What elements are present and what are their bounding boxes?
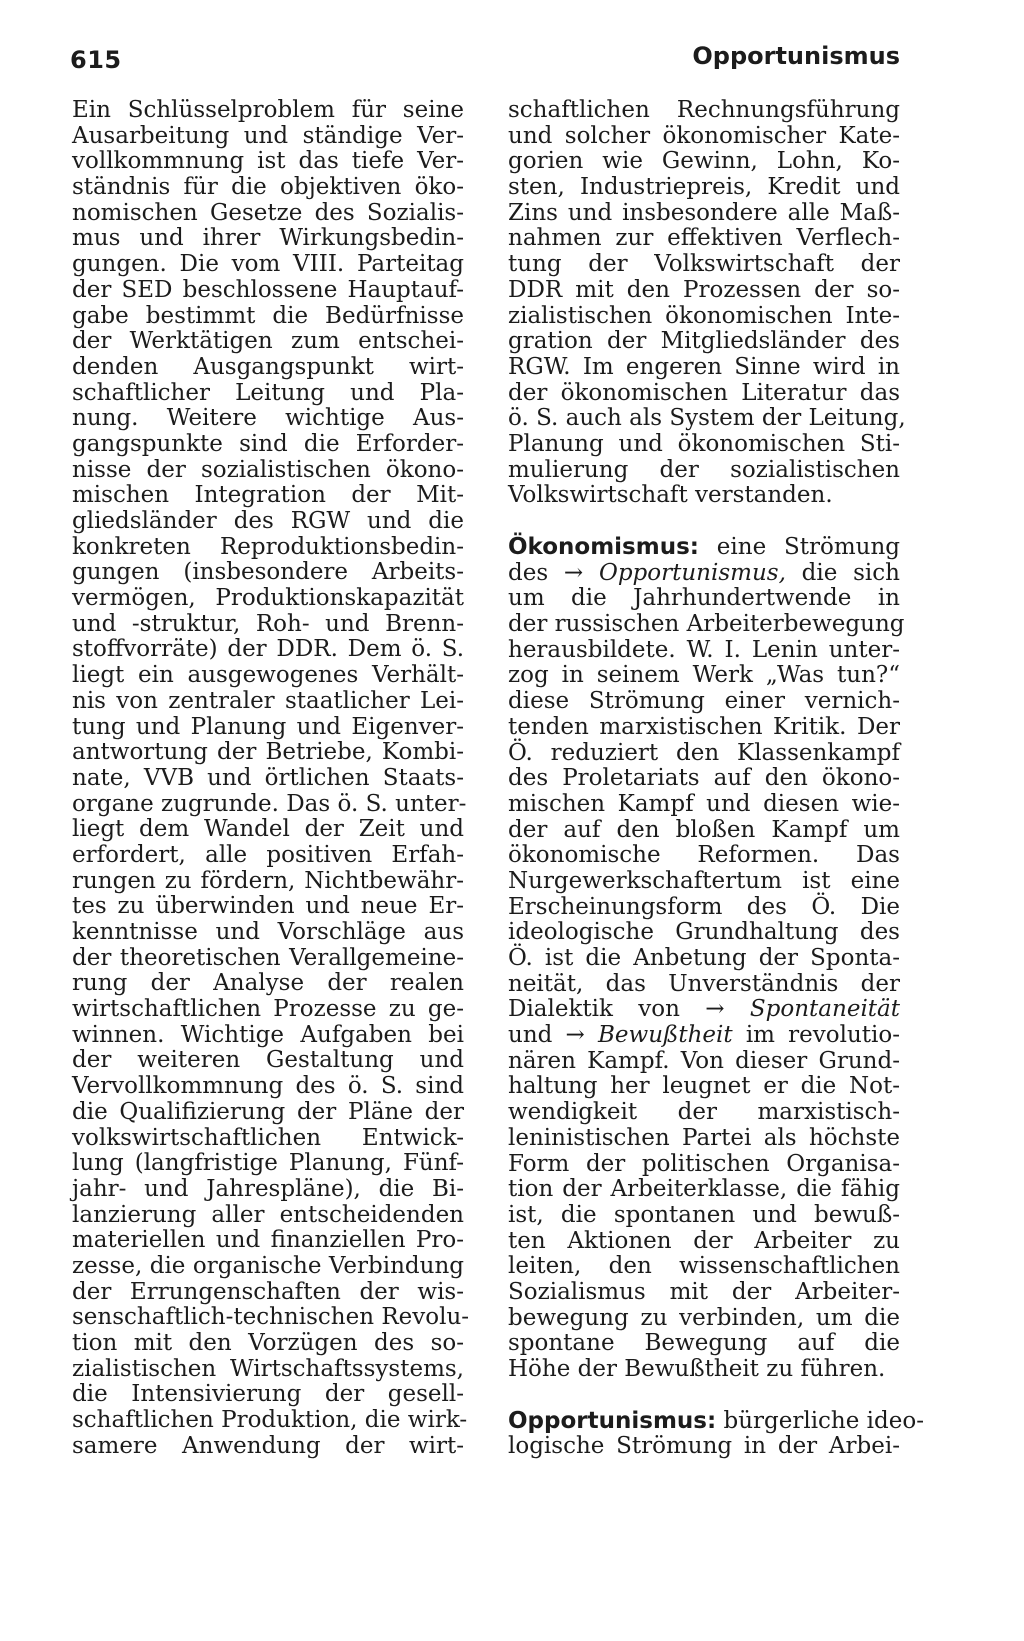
text-line: Zins und insbesondere alle Maß- (508, 199, 900, 226)
text-line: haltung her leugnet er die Not- (508, 1073, 900, 1100)
text-line: gangspunkte sind die Erforder- (72, 430, 464, 457)
text-line: Ö. ist die Anbetung der Sponta- (508, 945, 900, 971)
text-line: die Intensivierung der gesell- (72, 1381, 464, 1408)
text-line: materiellen und finanziellen Pro- (72, 1227, 464, 1254)
text-line: Ö. reduziert den Klassenkampf (508, 739, 900, 766)
text-line: nung. Weitere wichtige Aus- (72, 405, 464, 432)
text-line: gungen (insbesondere Arbeits- (72, 559, 464, 586)
arrow-icon: → (563, 559, 584, 586)
entry-line: logische Strömung in der Arbei- (508, 1433, 900, 1460)
text-line: erfordert, alle positiven Erfah- (72, 841, 464, 868)
text-line: schaftlicher Leitung und Pla- (72, 379, 464, 406)
text-line: senschaftlich-technischen Revolu- (72, 1304, 470, 1331)
text-line: samere Anwendung der wirt- (72, 1432, 464, 1459)
entry-text: die sich (785, 559, 900, 586)
text-line: liegt dem Wandel der Zeit und (72, 816, 464, 843)
running-head: Opportunismus (692, 42, 900, 70)
entry-opportunismus (508, 1407, 924, 1460)
text-line: DDR mit den Prozessen der so- (508, 276, 900, 303)
text-line: Form der politischen Organisa- (508, 1150, 900, 1177)
text-line: ständnis für die objektiven öko- (72, 174, 464, 201)
text-line: Nurgewerkschaftertum ist eine (508, 867, 900, 894)
entry-line (508, 535, 900, 561)
text-line: nate, VVB und örtlichen Staats- (72, 764, 464, 791)
text-line: der Errungenschaften der wis- (72, 1278, 464, 1305)
text-line: ist, die spontanen und bewuß- (508, 1201, 900, 1228)
text-line: nisse der sozialistischen ökono- (72, 456, 464, 483)
page-number: 615 (70, 46, 122, 74)
text-line: gungen. Die vom VIII. Parteitag (72, 251, 464, 278)
text-line: tung und Planung und Eigenver- (72, 713, 464, 740)
text-line: wendigkeit der marxistisch- (508, 1099, 900, 1126)
text-line: mus und ihrer Wirkungsbedin- (72, 225, 464, 252)
text-line: der russischen Arbeiterbewegung (508, 611, 905, 638)
headword-oekonomismus: Ökonomismus: (508, 534, 699, 560)
text-line: lanzierung aller entscheidenden (72, 1201, 464, 1228)
text-line: stoffvorräte) der DDR. Dem ö. S. (72, 636, 464, 663)
text-line: diese Strömung einer vernich- (508, 688, 900, 715)
text-line: schaftlichen Rechnungsführung (508, 97, 900, 123)
entry-line (508, 561, 900, 587)
text-line: rungen zu fördern, Nichtbewähr- (72, 867, 464, 894)
text-line: zesse, die organische Verbindung (72, 1252, 464, 1279)
text-line: Ein Schlüsselproblem für seine (72, 97, 464, 123)
text-line: des Proletariats auf den ökono- (508, 765, 900, 792)
text-line: gliedsländer des RGW und die (72, 508, 464, 534)
text-line: tion der Arbeiterklasse, die fähig (508, 1176, 900, 1203)
text-line: kenntnisse und Vorschläge aus (72, 919, 464, 945)
entry-text: Dialektik von (508, 996, 706, 1023)
text-line: volkswirtschaftlichen Entwick- (72, 1124, 464, 1151)
text-line: vollkommnung ist das tiefe Ver- (72, 148, 464, 175)
text-line: wirtschaftlichen Prozesse zu ge- (72, 996, 464, 1023)
entry-line (508, 997, 900, 1023)
text-line: Volkswirtschaft verstanden. (508, 482, 833, 509)
continuation-paragraph (508, 97, 906, 509)
arrow-icon: → (705, 996, 725, 1023)
text-line: sten, Industriepreis, Kredit und (508, 174, 900, 201)
entry-text: eine Strömung (698, 534, 900, 560)
text-line: gration der Mitgliedsländer des (508, 328, 900, 355)
text-line: der SED beschlossene Hauptauf- (72, 276, 464, 303)
entry-body (508, 1049, 900, 1383)
right-column (508, 97, 924, 1460)
text-line: schaftlichen Produktion, die wirk- (72, 1407, 468, 1434)
left-column (72, 97, 470, 1459)
text-line: RGW. Im engeren Sinne wird in (508, 353, 900, 380)
text-line: und -struktur, Roh- und Brenn- (72, 610, 464, 637)
arrow-icon: → (565, 1022, 585, 1049)
entry-line (508, 1023, 900, 1049)
text-line: mischen Kampf und diesen wie- (508, 790, 900, 817)
text-line: Vervollkommnung des ö. S. sind (72, 1073, 464, 1100)
text-line: der ökonomischen Literatur das (508, 379, 900, 406)
text-line: mulierung der sozialistischen (508, 456, 900, 483)
text-line: ökonomische Reformen. Das (508, 842, 900, 869)
text-line: nis von zentraler staatlicher Lei- (72, 687, 464, 714)
text-line: ten Aktionen der Arbeiter zu (508, 1227, 900, 1254)
entry-gap (508, 1383, 900, 1409)
text-line: spontane Bewegung auf die (508, 1330, 900, 1357)
text-line: jahr- und Jahrespläne), die Bi- (72, 1175, 464, 1202)
text-line: tung der Volkswirtschaft der (508, 251, 900, 278)
text-line: neität, das Unverständnis der (508, 970, 900, 997)
text-line: liegt ein ausgewogenes Verhält- (72, 662, 464, 689)
text-line: der weiteren Gestaltung und (72, 1047, 464, 1074)
text-line: Erscheinungsform des Ö. Die (508, 893, 900, 920)
entry-gap (508, 509, 900, 535)
text-line: organe zugrunde. Das ö. S. unter- (72, 790, 467, 817)
text-line: Sozialismus mit der Arbeiter- (508, 1278, 900, 1305)
text-line: nären Kampf. Von dieser Grund- (508, 1047, 900, 1074)
text-line: tenden marxistischen Kritik. Der (508, 713, 900, 740)
text-line: der theoretischen Verallgemeine- (72, 944, 464, 971)
entry-line (508, 1407, 924, 1435)
entry-oekonomismus (508, 534, 905, 1383)
text-line: winnen. Wichtige Aufgaben bei (72, 1021, 464, 1048)
text-line: Ausarbeitung und ständige Ver- (72, 122, 464, 149)
text-line: rung der Analyse der realen (72, 970, 464, 997)
text-line: denden Ausgangspunkt wirt- (72, 353, 464, 380)
text-line: konkreten Reproduktionsbedin- (72, 533, 464, 560)
text-line: zialistischen ökonomischen Inte- (508, 302, 900, 329)
text-line: der auf den bloßen Kampf um (508, 816, 900, 843)
cross-reference-spontaneitaet[interactable]: Spontaneität (724, 996, 900, 1023)
text-line: antwortung der Betriebe, Kombi- (72, 739, 464, 766)
text-line: ideologische Grundhaltung des (508, 919, 900, 946)
text-line: bewegung zu verbinden, um die (508, 1304, 900, 1331)
text-line: Höhe der Bewußtheit zu führen. (508, 1356, 886, 1382)
entry-body (508, 585, 905, 997)
text-line: die Qualifizierung der Pläne der (72, 1098, 464, 1125)
text-line: der Werktätigen zum entschei- (72, 328, 464, 355)
text-line: gorien wie Gewinn, Lohn, Ko- (508, 148, 900, 175)
text-line: zialistischen Wirtschaftssystems, (72, 1355, 464, 1382)
text-line: herausbildete. W. I. Lenin unter- (508, 636, 900, 663)
text-line: gabe bestimmt die Bedürfnisse (72, 302, 464, 329)
text-line: lung (langfristige Planung, Fünf- (72, 1150, 464, 1177)
cross-reference-bewusstheit[interactable]: Bewußtheit (584, 1022, 733, 1049)
text-line: mischen Integration der Mit- (72, 482, 464, 509)
cross-reference-opportunismus[interactable]: Opportunismus, (583, 559, 786, 586)
text-line: leninistischen Partei als höchste (508, 1124, 900, 1151)
headword-opportunismus: Opportunismus: (508, 1407, 717, 1434)
text-line: und solcher ökonomischer Kate- (508, 122, 900, 149)
text-line: tes zu überwinden und neue Er- (72, 893, 464, 920)
text-line: um die Jahrhundertwende in (508, 585, 900, 612)
entry-text: und (508, 1022, 566, 1049)
text-line: leiten, den wissenschaftlichen (508, 1253, 900, 1280)
text-line: zog in seinem Werk „Was tun?“ (508, 662, 900, 689)
text-line: nomischen Gesetze des Sozialis- (72, 199, 464, 226)
text-line: vermögen, Produktionskapazität (72, 585, 464, 612)
text-line: tion mit den Vorzügen des so- (72, 1330, 464, 1356)
entry-text: bürgerliche ideo- (716, 1407, 924, 1434)
text-line: nahmen zur effektiven Verflech- (508, 225, 900, 252)
entry-text: des (508, 559, 564, 586)
entry-text: im revolutio- (732, 1022, 900, 1049)
text-line: Planung und ökonomischen Sti- (508, 430, 900, 457)
text-line: ö. S. auch als System der Leitung, (508, 405, 906, 432)
